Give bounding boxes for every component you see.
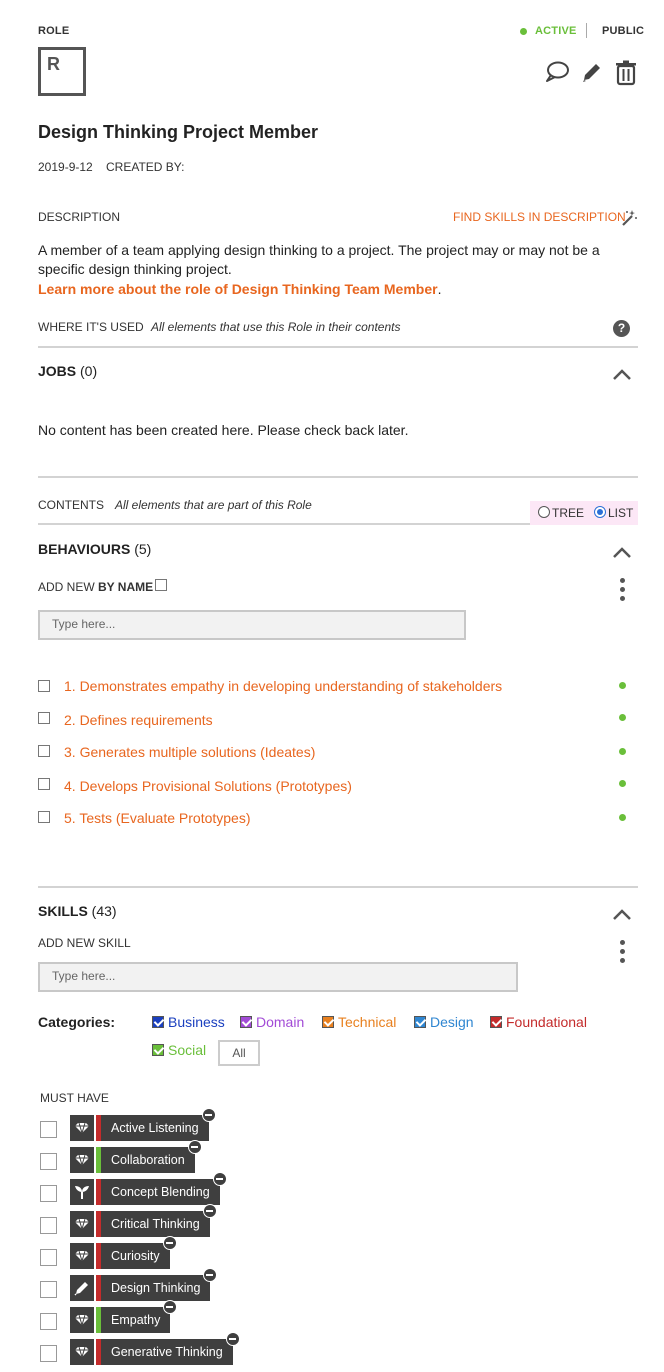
skill-checkbox[interactable] [40, 1249, 57, 1266]
more-options-icon[interactable] [620, 940, 626, 967]
pencil-icon [70, 1275, 94, 1301]
category-color-bar [96, 1211, 101, 1237]
visibility-label: PUBLIC [602, 25, 645, 37]
help-icon[interactable]: ? [613, 320, 630, 337]
category-label: Technical [338, 1014, 397, 1030]
divider [38, 523, 530, 525]
behaviour-link[interactable]: 5. Tests (Evaluate Prototypes) [64, 810, 251, 826]
checkbox-checked-icon [322, 1016, 334, 1028]
skill-name: Collaboration [111, 1153, 185, 1167]
category-design[interactable] [414, 1014, 474, 1030]
must-have-label: MUST HAVE [40, 1091, 109, 1105]
comment-icon[interactable] [544, 60, 570, 84]
category-label: Domain [256, 1014, 305, 1030]
add-new-text: ADD NEW [38, 580, 95, 594]
radio-list-label: LIST [608, 506, 634, 520]
skills-count: (43) [91, 903, 117, 919]
sprout-icon [70, 1179, 94, 1205]
chevron-up-icon[interactable] [612, 908, 632, 920]
skill-checkbox[interactable] [40, 1345, 57, 1362]
remove-icon[interactable] [203, 1204, 217, 1218]
description-text: A member of a team applying design thinking to a project. The project may or may not be a specific design thinking project. [38, 242, 600, 277]
category-color-bar [96, 1275, 101, 1301]
skill-name: Curiosity [111, 1249, 160, 1263]
role-logo [38, 47, 86, 96]
divider [38, 476, 638, 478]
behaviour-checkbox[interactable] [38, 712, 50, 724]
category-label: Foundational [506, 1014, 587, 1030]
checkbox-checked-icon [240, 1016, 252, 1028]
behaviour-link[interactable]: 1. Demonstrates empathy in developing understanding of stakeholders [64, 678, 503, 694]
category-label: Social [168, 1042, 207, 1058]
jobs-empty-text: No content has been created here. Please check back later. [38, 422, 409, 438]
chevron-up-icon[interactable] [612, 368, 632, 380]
status-dot-icon [520, 28, 527, 35]
radio-tree[interactable] [538, 506, 550, 518]
skill-checkbox[interactable] [40, 1153, 57, 1170]
skill-tag[interactable] [96, 1211, 210, 1237]
edit-pencil-icon[interactable] [581, 60, 603, 84]
learn-more-link[interactable]: Learn more about the role of Design Thinking Team Member [38, 281, 438, 297]
contents-hint: All elements that are part of this Role [115, 498, 312, 512]
status-dot-icon [619, 682, 626, 689]
skill-name: Empathy [111, 1313, 161, 1327]
behaviour-checkbox[interactable] [38, 778, 50, 790]
behaviours-header [38, 541, 151, 557]
category-business[interactable] [152, 1014, 225, 1030]
behaviour-checkbox[interactable] [38, 811, 50, 823]
skill-checkbox[interactable] [40, 1281, 57, 1298]
skill-tag[interactable] [96, 1243, 170, 1269]
status-text: ACTIVE [535, 25, 577, 37]
status-dot-icon [619, 714, 626, 721]
diamond-icon [70, 1243, 94, 1269]
radio-list-dot [597, 509, 603, 515]
status-badge [520, 25, 577, 37]
jobs-header [38, 363, 97, 379]
diamond-icon [70, 1115, 94, 1141]
remove-icon[interactable] [163, 1300, 177, 1314]
logo-letter: R [47, 54, 60, 74]
category-color-bar [96, 1243, 101, 1269]
skill-name: Generative Thinking [111, 1345, 223, 1359]
skill-checkbox[interactable] [40, 1217, 57, 1234]
category-color-bar [96, 1307, 101, 1333]
remove-icon[interactable] [188, 1140, 202, 1154]
remove-icon[interactable] [163, 1236, 177, 1250]
behaviours-count: (5) [134, 541, 152, 557]
behaviour-checkbox[interactable] [38, 680, 50, 692]
category-color-bar [96, 1115, 101, 1141]
more-options-icon[interactable] [620, 578, 626, 605]
skill-checkbox[interactable] [40, 1313, 57, 1330]
radio-tree-label: TREE [552, 506, 585, 520]
skill-checkbox[interactable] [40, 1185, 57, 1202]
chevron-up-icon[interactable] [612, 546, 632, 558]
checkbox-checked-icon [414, 1016, 426, 1028]
skill-name: Critical Thinking [111, 1217, 200, 1231]
behaviours-title: BEHAVIOURS [38, 541, 131, 557]
skill-tag[interactable] [96, 1307, 170, 1333]
status-dot-icon [619, 748, 626, 755]
behaviour-search-input[interactable]: Type here... [38, 610, 466, 640]
where-used-hint: All elements that use this Role in their contents [151, 320, 401, 334]
trash-icon[interactable] [614, 60, 638, 86]
find-skills-link[interactable]: FIND SKILLS IN DESCRIPTION [453, 210, 626, 224]
status-dot-icon [619, 814, 626, 821]
radio-list[interactable] [594, 506, 606, 518]
view-toggle [530, 501, 638, 525]
category-domain[interactable] [240, 1014, 304, 1030]
header-divider [586, 23, 587, 38]
contents-label: CONTENTS [38, 498, 104, 512]
skill-name: Active Listening [111, 1121, 199, 1135]
skill-name: Concept Blending [111, 1185, 210, 1199]
remove-icon[interactable] [213, 1172, 227, 1186]
skill-name: Design Thinking [111, 1281, 201, 1295]
checkbox-checked-icon [490, 1016, 502, 1028]
skill-tag[interactable] [96, 1115, 209, 1141]
category-label: Business [168, 1014, 225, 1030]
skills-title: SKILLS [38, 903, 88, 919]
category-foundational[interactable] [490, 1014, 587, 1030]
behaviour-link[interactable]: 2. Defines requirements [64, 712, 213, 728]
checkbox-checked-icon [152, 1044, 164, 1056]
category-label: Design [430, 1014, 474, 1030]
skills-header [38, 903, 117, 919]
where-used-label: WHERE IT'S USED [38, 320, 144, 334]
diamond-icon [70, 1211, 94, 1237]
magic-wand-icon[interactable] [621, 209, 639, 227]
behaviour-link[interactable]: 3. Generates multiple solutions (Ideates) [64, 744, 316, 760]
category-technical[interactable] [322, 1014, 396, 1030]
created-by-label: CREATED BY: [106, 160, 185, 174]
all-categories-button[interactable]: All [218, 1040, 260, 1066]
by-name-checkbox[interactable] [155, 579, 167, 591]
jobs-title: JOBS [38, 363, 77, 379]
description-label: DESCRIPTION [38, 210, 121, 224]
behaviour-checkbox[interactable] [38, 745, 50, 757]
type-label: ROLE [38, 25, 70, 37]
skill-tag[interactable] [96, 1275, 210, 1301]
add-new-skill-label: ADD NEW SKILL [38, 936, 131, 950]
page-title: Design Thinking Project Member [38, 122, 319, 142]
remove-icon[interactable] [203, 1268, 217, 1282]
category-color-bar [96, 1179, 101, 1205]
add-new-behaviour-label [38, 580, 153, 594]
skill-tag[interactable] [96, 1339, 233, 1365]
status-dot-icon [619, 780, 626, 787]
divider [38, 886, 638, 888]
diamond-icon [70, 1307, 94, 1333]
remove-icon[interactable] [202, 1108, 216, 1122]
diamond-icon [70, 1339, 94, 1365]
category-color-bar [96, 1339, 101, 1365]
behaviour-link[interactable]: 4. Develops Provisional Solutions (Prototypes) [64, 778, 352, 794]
diamond-icon [70, 1147, 94, 1173]
skill-search-input[interactable]: Type here... [38, 962, 518, 992]
skill-tag[interactable] [96, 1147, 195, 1173]
by-name-text: BY NAME [98, 580, 154, 594]
checkbox-checked-icon [152, 1016, 164, 1028]
skill-tag[interactable] [96, 1179, 220, 1205]
categories-label: Categories: [38, 1014, 116, 1030]
skill-checkbox[interactable] [40, 1121, 57, 1138]
category-social[interactable] [152, 1042, 206, 1058]
remove-icon[interactable] [226, 1332, 240, 1346]
category-color-bar [96, 1147, 101, 1173]
jobs-count: (0) [80, 363, 98, 379]
learn-more-suffix: . [437, 281, 442, 297]
divider [38, 346, 638, 348]
created-date: 2019-9-12 [38, 160, 93, 174]
